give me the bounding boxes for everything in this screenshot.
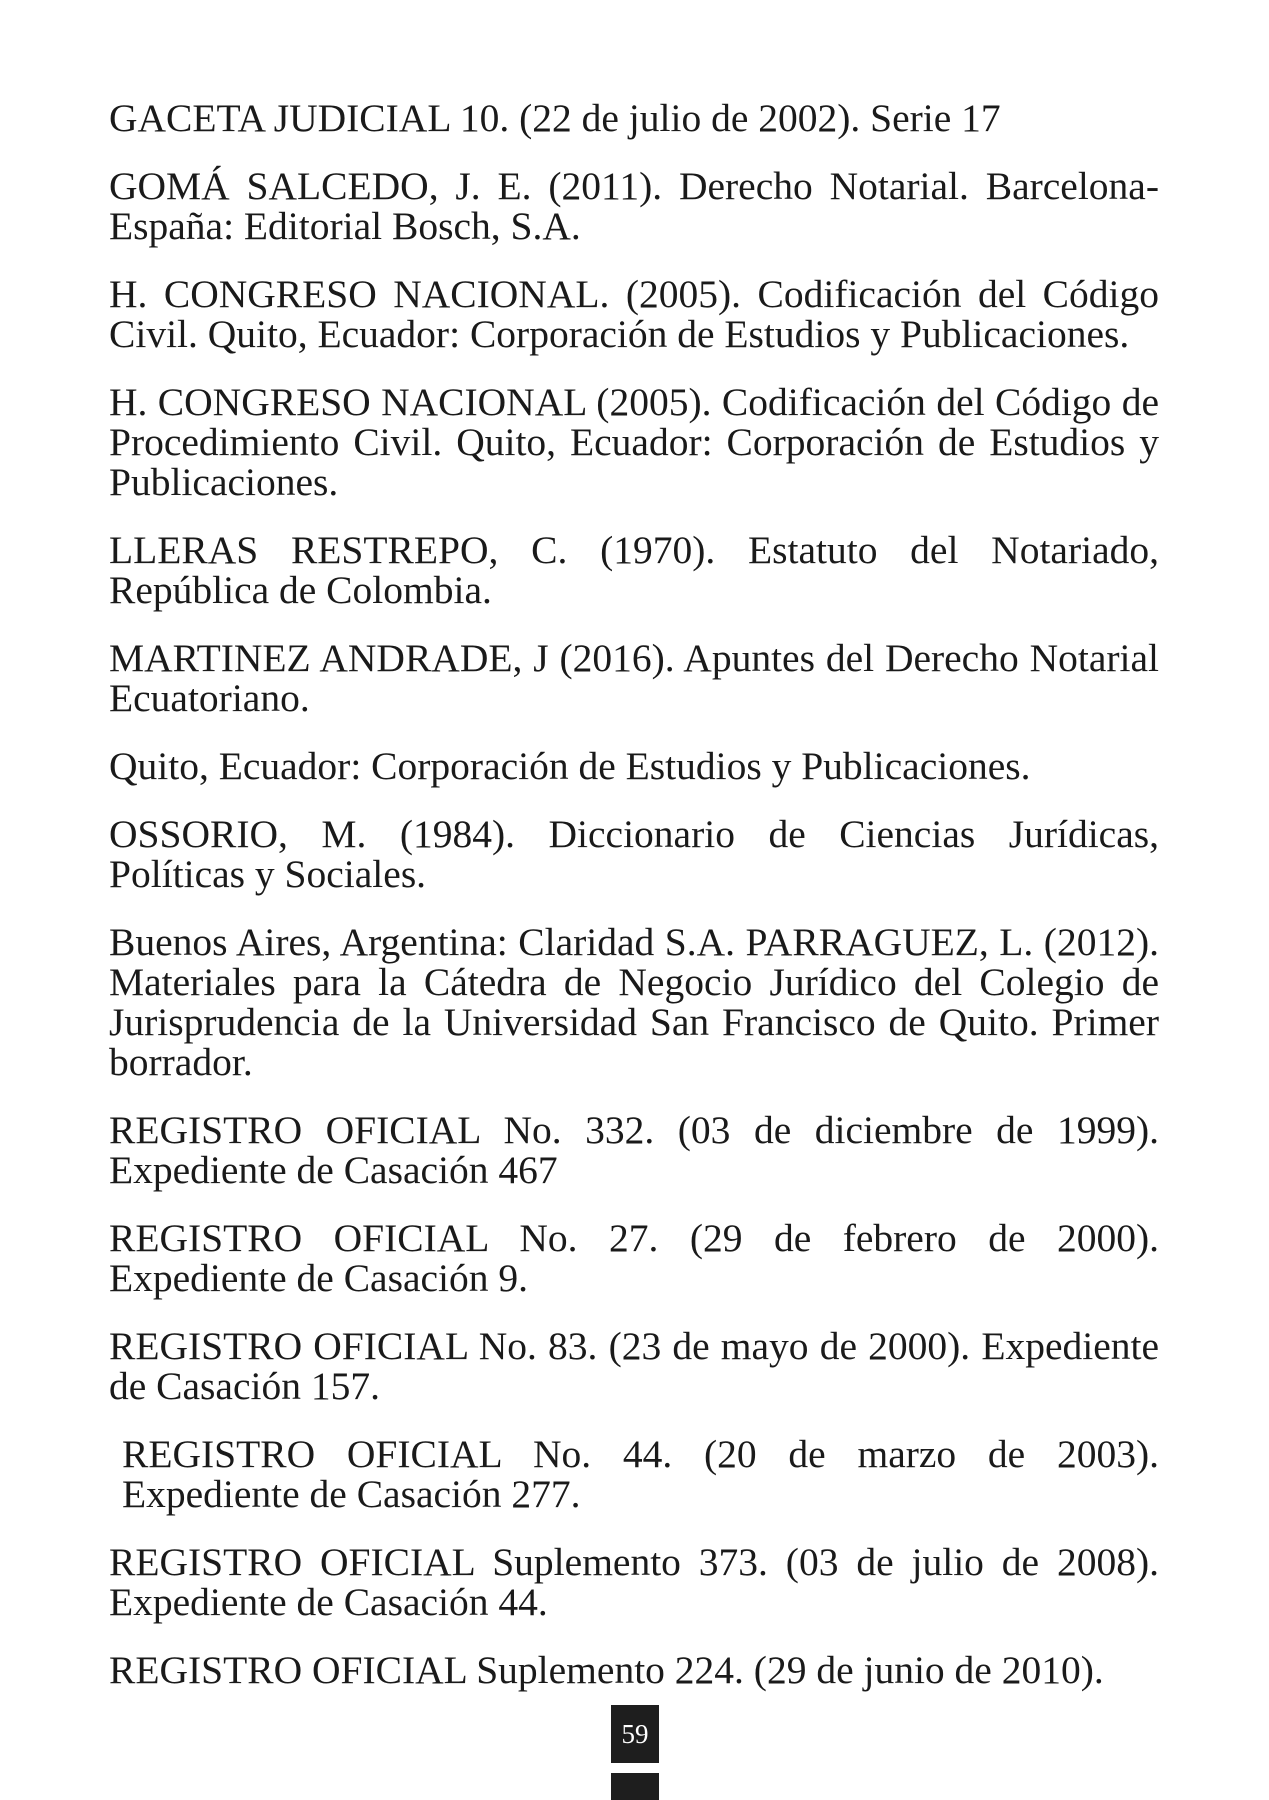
reference-entry: REGISTRO OFICIAL Suplemento 224. (29 de junio de 2010). [109, 1648, 1104, 1692]
reference-entry: GACETA JUDICIAL 10. (22 de julio de 2002). Serie 17 [109, 96, 1001, 140]
reference-entry: LLERAS RESTREPO, C. (1970). Estatuto del Notariado, República de Colombia. [109, 528, 1159, 612]
reference-entry: Quito, Ecuador: Corporación de Estudios y Publicaciones. [109, 744, 1031, 788]
page-number: 59 [611, 1705, 659, 1763]
reference-entry: REGISTRO OFICIAL No. 83. (23 de mayo de 2000). Expediente de Casación 157. [109, 1324, 1159, 1408]
reference-entry: H. CONGRESO NACIONAL (2005). Codificación del Código de Procedimiento Civil. Quito, Ecuador: Corporación de Estudios y Publicaciones. [109, 380, 1159, 504]
reference-entry: H. CONGRESO NACIONAL. (2005). Codificación del Código Civil. Quito, Ecuador: Corporación de Estudios y Publicaciones. [109, 272, 1159, 356]
reference-entry: REGISTRO OFICIAL No. 332. (03 de diciembre de 1999). Expediente de Casación 467 [109, 1108, 1159, 1192]
bibliography-page [109, 98, 1159, 1718]
page-edge-tab [611, 1773, 659, 1800]
reference-entry: REGISTRO OFICIAL Suplemento 373. (03 de julio de 2008). Expediente de Casación 44. [109, 1540, 1159, 1624]
reference-entry: OSSORIO, M. (1984). Diccionario de Ciencias Jurídicas, Políticas y Sociales. [109, 812, 1159, 896]
reference-entry: Buenos Aires, Argentina: Claridad S.A. PARRAGUEZ, L. (2012). Materiales para la Cátedra de Negocio Jurídico del Colegio de Jurisprudencia de la Universidad San Francisco de Quito. Primer borrador. [109, 920, 1159, 1084]
reference-entry: REGISTRO OFICIAL No. 27. (29 de febrero de 2000). Expediente de Casación 9. [109, 1216, 1159, 1300]
reference-entry: MARTINEZ ANDRADE, J (2016). Apuntes del Derecho Notarial Ecuatoriano. [109, 636, 1159, 720]
reference-entry: REGISTRO OFICIAL No. 44. (20 de marzo de 2003). Expediente de Casación 277. [122, 1432, 1159, 1516]
reference-entry: GOMÁ SALCEDO, J. E. (2011). Derecho Notarial. Barcelona-España: Editorial Bosch, S.A. [109, 164, 1159, 248]
